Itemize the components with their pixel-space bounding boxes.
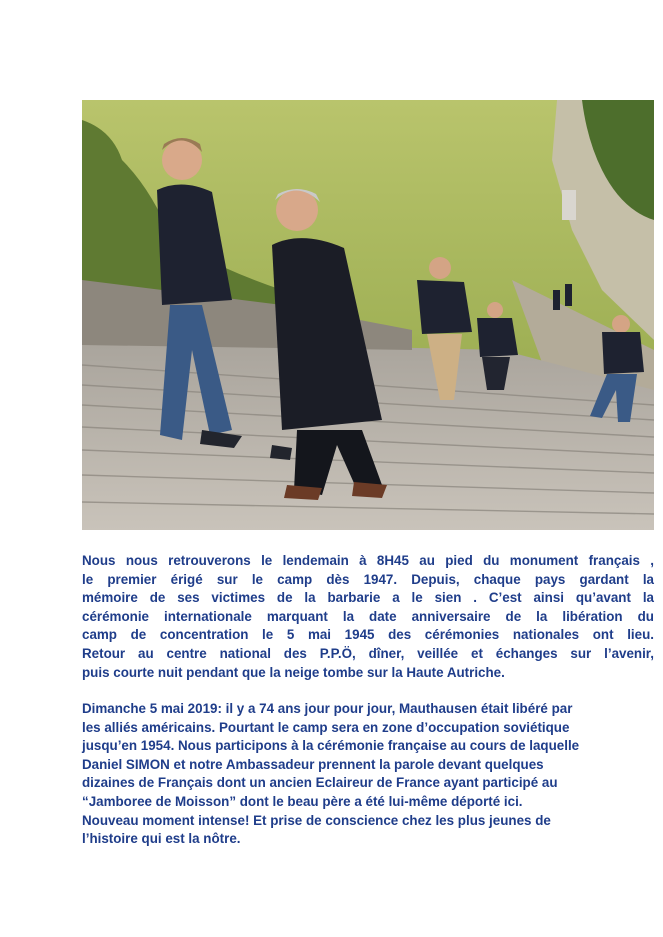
text-line: cérémonie internationale marquant la date anniversaire de la libération du <box>82 608 654 624</box>
text-line: jusqu’en 1954. Nous participons à la cérémonie française au cours de laquelle <box>82 738 580 754</box>
text-line: l’histoire qui est la nôtre. <box>82 831 241 847</box>
text-line: mémoire de ses victimes de la barbarie a le sien . C’est ainsi qu’avant la <box>82 590 654 606</box>
text-line: Nous nous retrouverons le lendemain à 8H45 au pied du monument français , <box>82 553 654 568</box>
text-line: Dimanche 5 mai 2019: il y a 74 ans jour pour jour, Mauthausen était libéré par <box>82 701 573 716</box>
text-line: Nouveau moment intense! Et prise de conscience chez les plus jeunes de <box>82 812 551 828</box>
text-line: les alliés américains. Pourtant le camp sera en zone d’occupation soviétique <box>82 719 570 735</box>
paragraph-1 <box>82 552 654 682</box>
photo-illustration <box>82 100 654 530</box>
text-line: Retour au centre national des P.P.Ö, dîner, veillée et échanges sur l’avenir, <box>82 645 654 661</box>
text-line: puis courte nuit pendant que la neige tombe sur la Haute Autriche. <box>82 664 505 680</box>
text-line: le premier érigé sur le camp dès 1947. Depuis, chaque pays gardant la <box>82 571 654 587</box>
paragraph-2 <box>82 700 654 849</box>
text-line: “Jamboree de Moisson” dont le beau père a été lui-même déporté ici. <box>82 793 523 809</box>
staircase-photo <box>82 100 654 530</box>
text-line: Daniel SIMON et notre Ambassadeur prennent la parole devant quelques <box>82 756 544 772</box>
text-line: dizaines de Français dont un ancien Eclaireur de France ayant participé au <box>82 775 558 791</box>
text-line: camp de concentration le 5 mai 1945 des cérémonies nationales ont lieu. <box>82 627 654 643</box>
